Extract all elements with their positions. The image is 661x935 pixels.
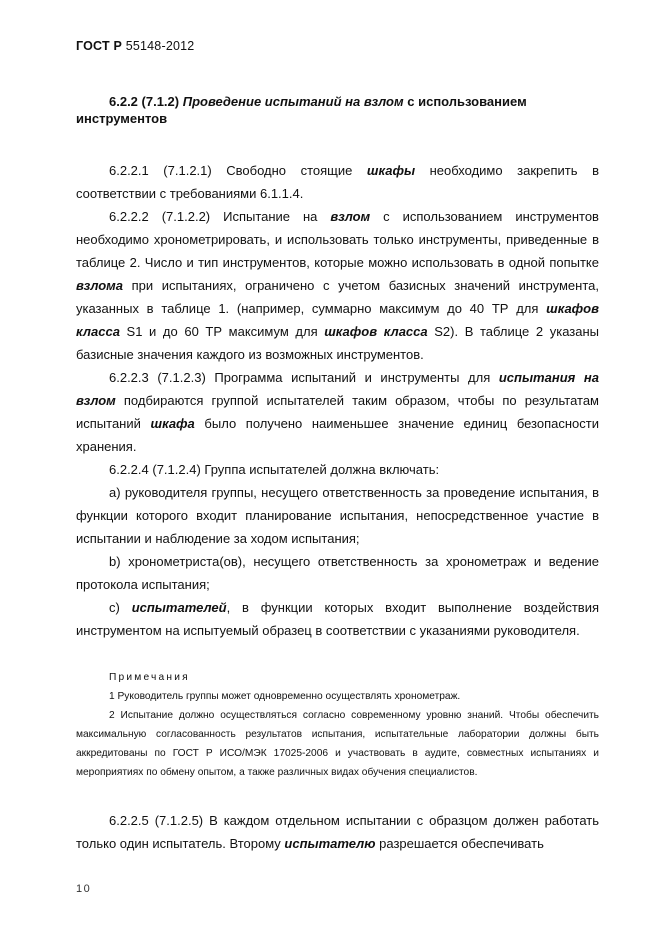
p6222-t3: при испытаниях, ограничено с учетом базисных значений инструмента, указанных в таблице 1. (например, суммарно максимум до 40 ТР для (76, 278, 599, 316)
document-header (76, 39, 194, 53)
page-body (76, 93, 599, 855)
paragraph-6-2-2-1 (76, 159, 599, 205)
notes-block (76, 668, 599, 782)
p6222-t1: 6.2.2.2 (7.1.2.2) Испытание на (109, 209, 318, 224)
page-number: 10 (76, 883, 92, 895)
p6223-term2: шкафа (150, 416, 195, 431)
p6223-t3: было получено наименьшее значение единиц безопасности хранения. (76, 416, 600, 454)
p6223-t1: 6.2.2.3 (7.1.2.3) Программа испытаний и инструменты для (109, 370, 491, 385)
p6221-term: шкафы (366, 163, 416, 178)
p6225-t2: разрешается обеспечивать (379, 836, 544, 851)
heading-number: 6.2.2 (7.1.2) (109, 94, 180, 109)
list-item-b: b) хронометриста(ов), несущего ответственность за хронометраж и ведение протокола испытания; (76, 554, 599, 592)
notes-title: Примечания (109, 672, 190, 683)
paragraph-6-2-2-3 (76, 366, 599, 458)
doc-number: 55148-2012 (125, 39, 195, 53)
p6223-t2: подбираются группой испытателей таким образом, чтобы по результатам испытаний (76, 393, 599, 431)
list-item-a: а) руководителя группы, несущего ответственность за проведение испытания, в функции которого входит планирование испытания, непосредственное участие в испытании и наблюдение за ходом испытания; (76, 485, 599, 546)
heading-rest: с использованием инструментов (76, 94, 527, 126)
p6222-term1: взлом (330, 209, 371, 224)
item-c-term: испытателей (131, 600, 227, 615)
p6221-lead: 6.2.2.1 (7.1.2.1) Свободно стоящие (109, 163, 353, 178)
p6222-term3: шкафов класса (76, 301, 599, 339)
p6223-term1: испытания на взлом (76, 370, 599, 408)
p6225-term: испытателю (284, 836, 376, 851)
doc-prefix: ГОСТ Р (76, 39, 123, 53)
note-1: 1 Руководитель группы может одновременно осуществлять хронометраж. (109, 691, 461, 702)
paragraph-6-2-2-4: 6.2.2.4 (7.1.2.4) Группа испытателей должна включать: (109, 462, 440, 477)
section-heading (76, 93, 599, 127)
p6222-term2: взлома (76, 278, 124, 293)
item-c-lead: с) (109, 600, 120, 615)
list-item-c (76, 596, 599, 642)
p6222-t2: с использованием инструментов необходимо хронометрировать, и использовать только инструменты, приведенные в таблице 2. Число и тип инструментов, которые можно использовать в одной попытке (76, 209, 599, 270)
p6225-t1: 6.2.2.5 (7.1.2.5) В каждом отдельном испытании с образцом должен работать только один испытатель. Второму (76, 813, 599, 851)
p6222-t4: S1 и до 60 ТР максимум для (126, 324, 318, 339)
item-c-tail: , в функции которых входит выполнение воздействия инструментом на испытуемый образец в соответствии с указаниями руководителя. (76, 600, 599, 638)
p6222-t5: S2). В таблице 2 указаны базисные значения каждого из возможных инструментов. (76, 324, 599, 362)
p6221-tail: необходимо закрепить в соответствии с требованиями 6.1.1.4. (76, 163, 599, 201)
note-2: 2 Испытание должно осуществляться согласно современному уровню знаний. Чтобы обеспечить максимальную согласованность результатов испытания, испытательные лаборатории должны быть аккредитованы по ГОСТ Р ИСО/МЭК 17025-2006 и участвовать в аудите, совместных испытаниях и мероприятиях по обмену опытом, а также различных видах обучения специалистов. (76, 710, 599, 778)
paragraph-6-2-2-5 (76, 809, 599, 855)
p6222-term4: шкафов класса (324, 324, 428, 339)
heading-italic: Проведение испытаний на взлом (182, 94, 404, 109)
paragraph-6-2-2-2 (76, 205, 599, 366)
